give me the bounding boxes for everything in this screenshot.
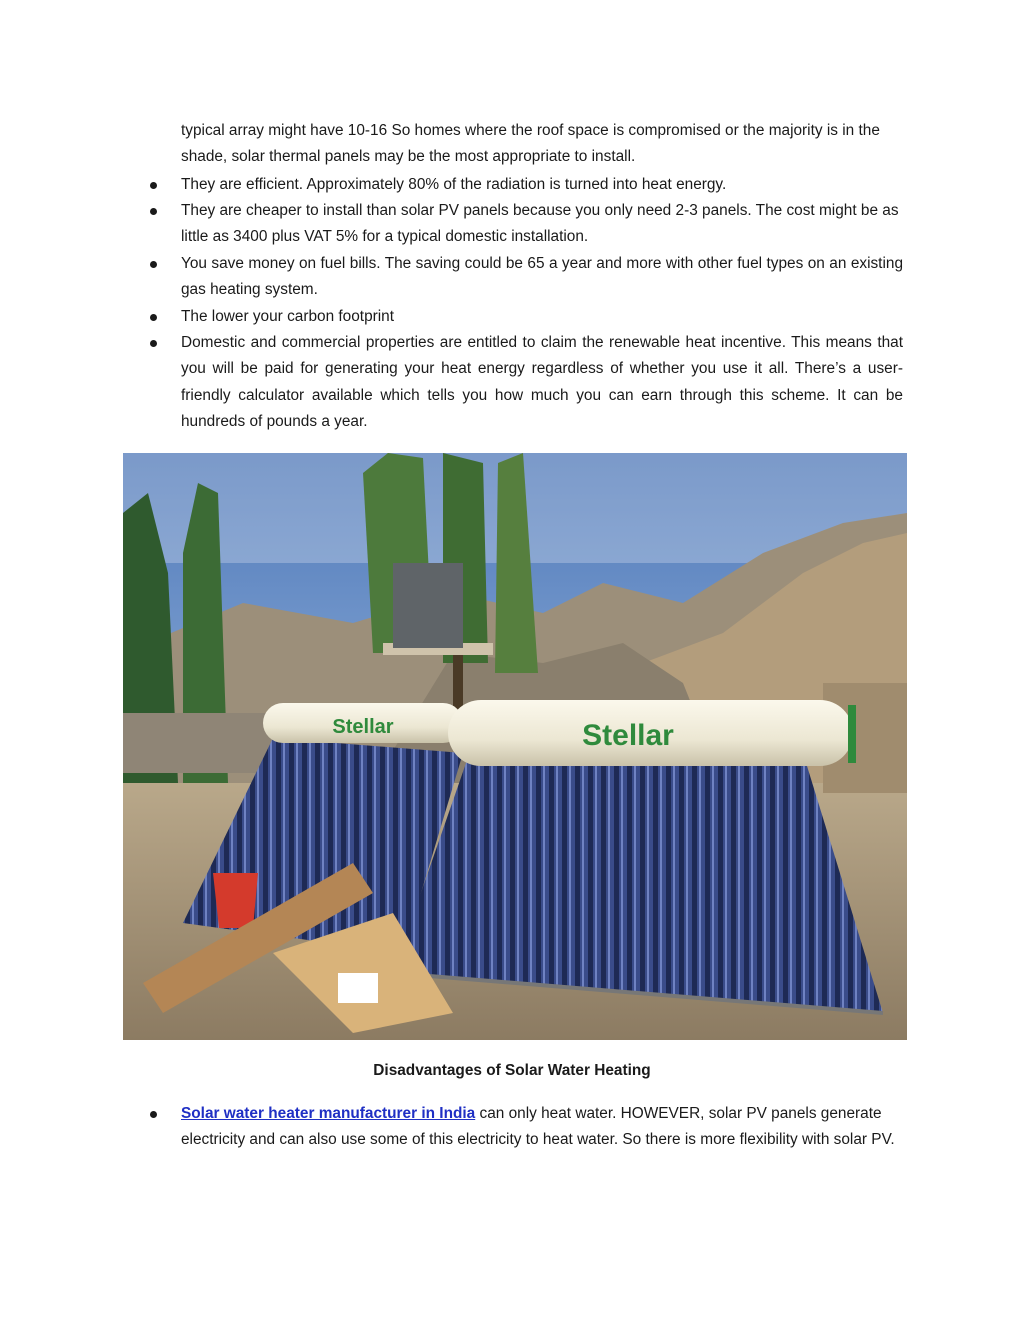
brand-label-large: Stellar (582, 719, 674, 752)
disadvantage-text: can only heat water. HOWEVER, solar PV panels generate electricity and can also use some of this electricity to heat water. So there is more flexibility with solar PV. (181, 1105, 895, 1149)
advantage-item: The lower your carbon footprint (181, 308, 395, 325)
bullet-icon (150, 340, 157, 347)
advantage-item: They are efficient. Approximately 80% of the radiation is turned into heat energy. (181, 176, 727, 193)
intro-continuation: typical array might have 10-16 So homes where the roof space is compromised or the majority is in the shade, solar thermal panels may be the most appropriate to install. (181, 122, 880, 166)
bullet-icon (150, 182, 157, 189)
disadvantage-item (181, 1101, 903, 1154)
manufacturer-link[interactable]: Solar water heater manufacturer in India (181, 1105, 476, 1122)
bullet-icon (150, 314, 157, 321)
advantage-item: Domestic and commercial properties are entitled to claim the renewable heat incentive. This means that you will be paid for generating your heat energy regardless of whether you use it all. There’s a user-friendly calculator available which tells you how much you can earn through this scheme. It can be hundreds of pounds a year. (181, 334, 903, 430)
bullet-icon (150, 261, 157, 268)
brand-label-small: Stellar (332, 716, 394, 738)
advantage-item: They are cheaper to install than solar PV panels because you only need 2-3 panels. The cost might be as little as 3400 plus VAT 5% for a typical domestic installation. (181, 202, 899, 246)
disadvantages-heading: Disadvantages of Solar Water Heating (373, 1062, 651, 1079)
bullet-icon (150, 208, 157, 215)
solar-water-heater-photo (123, 453, 907, 1040)
advantage-item: You save money on fuel bills. The saving could be 65 a year and more with other fuel types on an existing gas heating system. (181, 255, 903, 299)
bullet-icon (150, 1111, 157, 1118)
